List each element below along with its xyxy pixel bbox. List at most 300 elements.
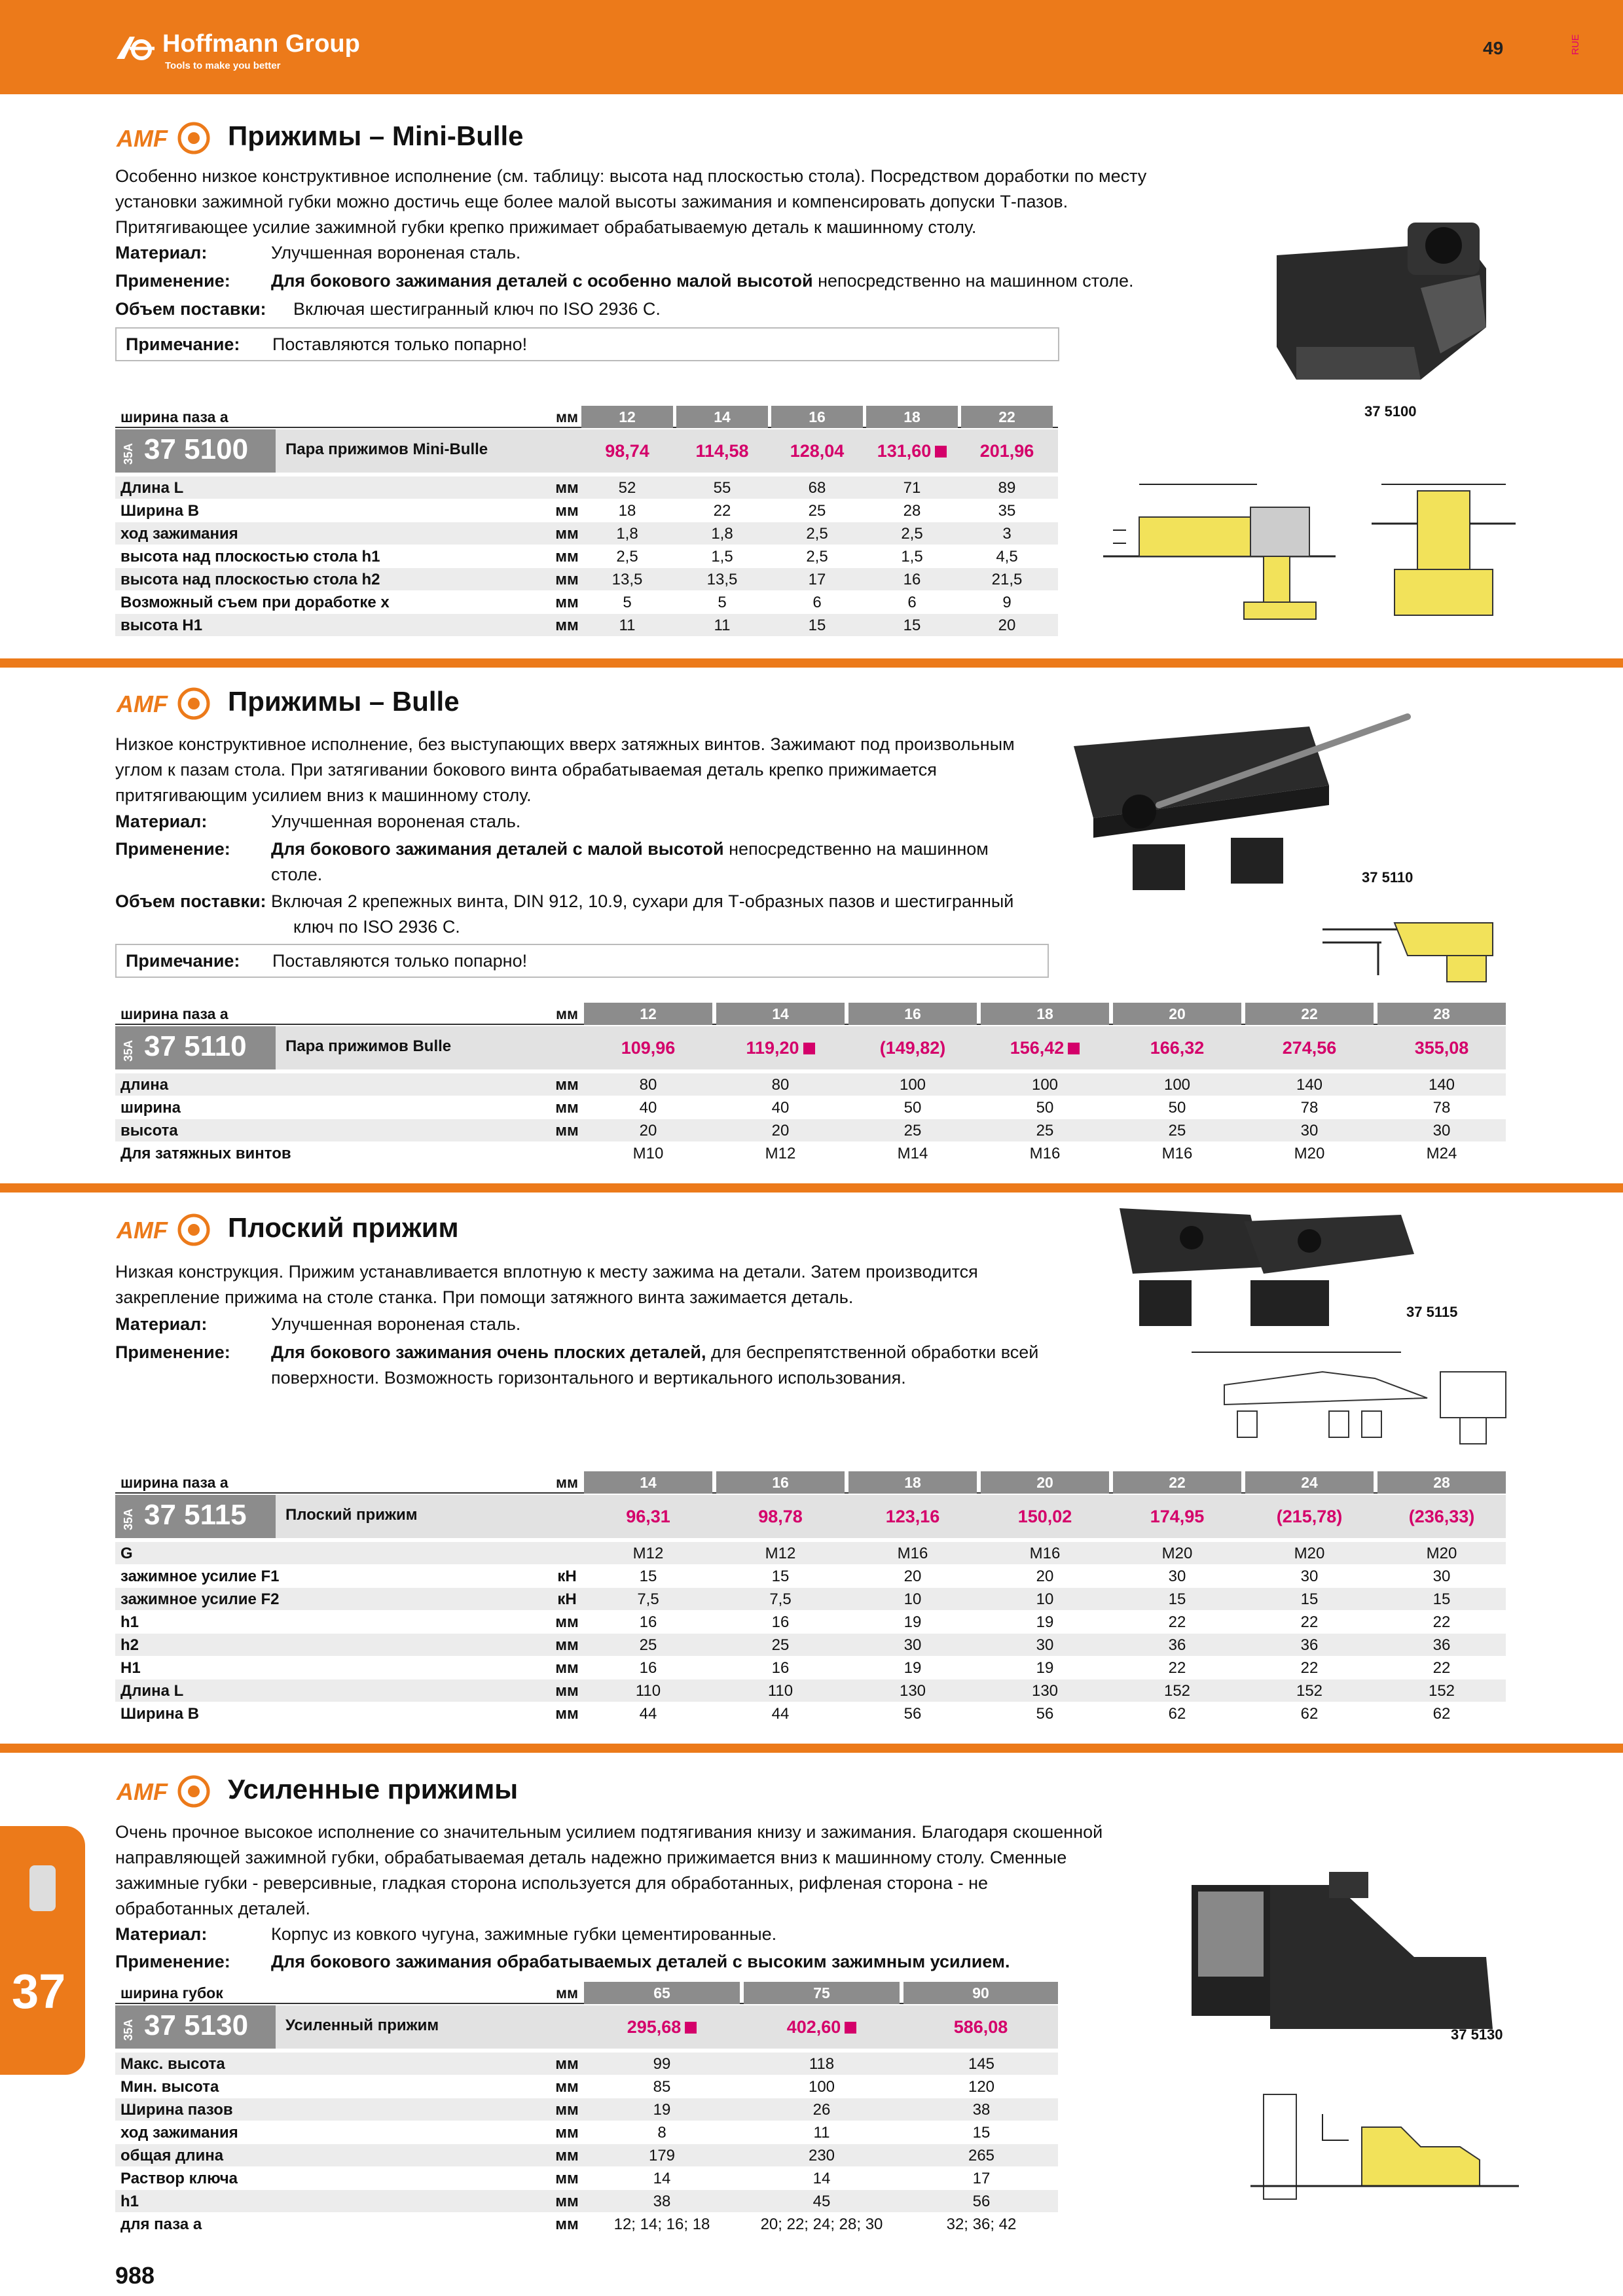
article-code-cell xyxy=(115,2005,276,2049)
price: 114,58 xyxy=(695,441,749,461)
table-cell: 16 xyxy=(903,571,921,588)
table-cell: 20 xyxy=(998,617,1016,634)
price: 274,56 xyxy=(1282,1038,1337,1058)
table-cell: 100 xyxy=(1031,1076,1059,1094)
application-bold: Для бокового зажимания деталей с малой высотой xyxy=(271,839,724,859)
table-cell: 36 xyxy=(1168,1636,1186,1654)
row-unit: кН xyxy=(557,1590,577,1608)
table-row xyxy=(115,1096,1506,1119)
application-rest: непосредственно на машинном столе. xyxy=(812,271,1134,291)
table-cell: 152 xyxy=(1428,1682,1455,1700)
mini-bulle-diagram-side xyxy=(1100,445,1349,628)
row-label: зажимное усилие F2 xyxy=(120,1590,280,1608)
svg-text:AMF: AMF xyxy=(117,691,168,717)
column-header: 16 xyxy=(716,1471,845,1494)
note-label: Примечание: xyxy=(126,334,240,354)
svg-text:AMF: AMF xyxy=(117,125,168,152)
table-cell: 44 xyxy=(771,1705,790,1723)
price: (215,78) xyxy=(1276,1507,1343,1526)
table-cell: 6 xyxy=(907,594,917,611)
table-row xyxy=(115,476,1058,499)
svg-text:AMF: AMF xyxy=(117,1217,168,1244)
table-cell: 78 xyxy=(1300,1099,1319,1117)
table-cell: 50 xyxy=(903,1099,922,1117)
application-label: Применение: xyxy=(115,1342,230,1362)
table-header xyxy=(115,1982,1058,2004)
table-cell: 21,5 xyxy=(991,571,1023,588)
row-unit: мм xyxy=(555,2101,579,2119)
price: (149,82) xyxy=(879,1038,946,1058)
row-label: Возможный съем при доработке x xyxy=(120,594,390,611)
column-header: 16 xyxy=(771,406,863,428)
row-unit: мм xyxy=(555,1659,579,1677)
article-description: Плоский прижим xyxy=(285,1506,418,1524)
table-cell: 30 xyxy=(1036,1636,1054,1654)
table-cell: M14 xyxy=(897,1145,928,1162)
article-prefix: 35A xyxy=(122,1508,135,1530)
page-number-bottom: 988 xyxy=(115,2262,155,2289)
price: 96,31 xyxy=(626,1507,670,1526)
article-row xyxy=(115,429,1058,473)
table-row xyxy=(115,499,1058,522)
header-unit: мм xyxy=(555,1474,579,1491)
price-cell xyxy=(744,2005,900,2049)
heavy-clamp-diagram xyxy=(1250,2088,1525,2206)
table-cell: M16 xyxy=(897,1545,928,1562)
table-cell: 71 xyxy=(903,479,921,497)
amf-logo-icon xyxy=(115,1774,213,1809)
table-cell: 30 xyxy=(1300,1122,1319,1139)
table-row xyxy=(115,2213,1058,2236)
mini-bulle-photo xyxy=(1270,216,1558,393)
table-row xyxy=(115,1634,1506,1657)
section-description: Низкая конструкция. Прижим устанавливается вплотную к месту зажима на детали. Затем производится закрепление прижима на столе станка. При помощи затяжного винта зажимается деталь. xyxy=(115,1262,978,1307)
price-cell xyxy=(584,2005,740,2049)
table-cell: 1,5 xyxy=(901,548,923,565)
column-header: 12 xyxy=(581,406,673,428)
article-number: 37 5100 xyxy=(144,433,249,465)
table-cell: 62 xyxy=(1300,1705,1319,1723)
row-label: для паза a xyxy=(120,2215,202,2233)
article-number: 37 5130 xyxy=(144,2009,249,2041)
price-cell xyxy=(1245,1026,1374,1069)
bulle-diagram xyxy=(1322,903,1519,988)
application-bold: Для бокового зажимания деталей с особенно малой высотой xyxy=(271,271,813,291)
table-cell: 30 xyxy=(1300,1568,1319,1585)
table-cell: 20; 22; 24; 28; 30 xyxy=(760,2215,883,2233)
page-number-top: 49 xyxy=(1483,38,1504,58)
article-description: Пара прижимов Mini-Bulle xyxy=(285,440,488,458)
table-cell: 8 xyxy=(657,2124,666,2142)
section-divider xyxy=(0,1183,1623,1193)
table-cell: 89 xyxy=(998,479,1016,497)
application-label: Применение: xyxy=(115,839,230,859)
article-row xyxy=(115,1495,1506,1538)
table-cell: 55 xyxy=(713,479,731,497)
column-header: 14 xyxy=(676,406,768,428)
table-row xyxy=(115,545,1058,568)
row-label: Для затяжных винтов xyxy=(120,1145,291,1162)
table-cell: 5 xyxy=(623,594,632,611)
price-cell xyxy=(866,429,958,473)
table-cell: 30 xyxy=(1168,1568,1186,1585)
table-cell: 11 xyxy=(813,2124,830,2142)
table-cell: 15 xyxy=(639,1568,657,1585)
section-divider xyxy=(0,1744,1623,1753)
price-cell xyxy=(903,2005,1058,2049)
table-cell: 26 xyxy=(812,2101,831,2119)
brand-tagline: Tools to make you better xyxy=(165,60,281,71)
table-cell: 22 xyxy=(1168,1613,1186,1631)
price: 98,78 xyxy=(758,1507,803,1526)
price: 98,74 xyxy=(605,441,649,461)
table-cell: 25 xyxy=(639,1636,657,1654)
table-row xyxy=(115,2075,1058,2098)
note-box xyxy=(115,327,1059,361)
table-cell: 80 xyxy=(639,1076,657,1094)
chapter-tab xyxy=(0,1826,85,2075)
table-row xyxy=(115,1565,1506,1588)
application-rest: непосредственно на машинном столе. xyxy=(271,839,989,884)
application-bold: Для бокового зажимания очень плоских деталей, xyxy=(271,1342,706,1362)
column-header: 16 xyxy=(848,1003,977,1025)
article-prefix: 35A xyxy=(122,1039,135,1062)
table-cell: M10 xyxy=(632,1145,664,1162)
table-cell: 25 xyxy=(808,502,826,520)
row-label: Макс. высота xyxy=(120,2055,225,2073)
table-cell: 25 xyxy=(1168,1122,1186,1139)
table-cell: 2,5 xyxy=(806,525,828,543)
table-cell: 100 xyxy=(899,1076,926,1094)
table-cell: 130 xyxy=(899,1682,926,1700)
table-cell: 22 xyxy=(713,502,731,520)
table-cell: 6 xyxy=(812,594,822,611)
row-label: Ширина пазов xyxy=(120,2101,233,2119)
table-cell: 16 xyxy=(639,1659,657,1677)
table-cell: 100 xyxy=(808,2078,835,2096)
stock-marker-icon xyxy=(803,1043,815,1054)
row-unit: мм xyxy=(555,2193,579,2210)
table-row xyxy=(115,1119,1506,1142)
price: 128,04 xyxy=(790,441,845,461)
table-cell: M20 xyxy=(1426,1545,1457,1562)
article-prefix: 35A xyxy=(122,2018,135,2041)
table-cell: 30 xyxy=(1432,1122,1451,1139)
table-row xyxy=(115,522,1058,545)
delivery-value: Включая шестигранный ключ по ISO 2936 C. xyxy=(293,299,661,319)
price-cell xyxy=(848,1495,977,1538)
note-label: Примечание: xyxy=(126,951,240,971)
price: 123,16 xyxy=(885,1507,940,1526)
page-header xyxy=(0,0,1623,94)
row-unit: мм xyxy=(555,502,579,520)
row-label: высота H1 xyxy=(120,617,203,634)
material-value: Улучшенная вороненая сталь. xyxy=(271,243,521,262)
table-row xyxy=(115,1588,1506,1611)
table-cell: 10 xyxy=(1036,1590,1054,1608)
table-cell: 9 xyxy=(1002,594,1012,611)
table-header xyxy=(115,1003,1506,1025)
row-unit: кН xyxy=(557,1568,577,1585)
stock-marker-icon xyxy=(935,446,947,457)
column-header: 20 xyxy=(1113,1003,1241,1025)
table-cell: 22 xyxy=(1300,1613,1319,1631)
article-number: 37 5110 xyxy=(144,1030,247,1062)
row-unit: мм xyxy=(555,525,579,543)
table-cell: 16 xyxy=(771,1659,790,1677)
price-cell xyxy=(1377,1026,1506,1069)
table-cell: 2,5 xyxy=(616,548,638,565)
table-cell: 44 xyxy=(639,1705,657,1723)
table-row xyxy=(115,2121,1058,2144)
table-cell: 11 xyxy=(714,617,731,634)
material-value: Улучшенная вороненая сталь. xyxy=(271,812,521,831)
price: 295,68 xyxy=(627,2017,682,2037)
price: 201,96 xyxy=(979,441,1034,461)
section-title-heavy-clamp: Усиленные прижимы xyxy=(228,1774,519,1804)
language-code: RUE xyxy=(1570,34,1581,55)
table-row xyxy=(115,1611,1506,1634)
row-label: h1 xyxy=(120,2193,139,2210)
note-value: Поставляются только попарно! xyxy=(272,334,528,354)
table-cell: 13,5 xyxy=(611,571,643,588)
flat-clamp-diagram xyxy=(1165,1326,1532,1470)
row-unit: мм xyxy=(555,1613,579,1631)
header-label: ширина паза a xyxy=(120,1005,228,1022)
price-cell xyxy=(676,429,768,473)
table-cell: 15 xyxy=(903,617,921,634)
table-cell: 20 xyxy=(639,1122,657,1139)
table-cell: 118 xyxy=(809,2055,835,2073)
column-header: 90 xyxy=(903,1982,1058,2004)
column-header: 12 xyxy=(584,1003,712,1025)
price-cell xyxy=(716,1495,845,1538)
table-cell: 14 xyxy=(653,2170,671,2187)
price: (236,33) xyxy=(1408,1507,1475,1526)
price-cell xyxy=(584,1026,712,1069)
section-title-bulle: Прижимы – Bulle xyxy=(228,686,460,717)
row-label: G xyxy=(120,1545,133,1562)
table-cell: 56 xyxy=(1036,1705,1054,1723)
section-description: Очень прочное высокое исполнение со значительным усилием подтягивания книзу и зажимания. Благодаря скошенной направляющей зажимной губки, обрабатываемая деталь надежно прижимается вниз к машинному столу. Сменные зажимные губки - реверсивные, гладкая сторона используется для обработанных, рифленая сторона - не обработанных деталей. xyxy=(115,1822,1103,1918)
table-cell: 56 xyxy=(972,2193,991,2210)
application-rest: для беспрепятственной обработки всей поверхности. Возможность горизонтального и вертикального использования. xyxy=(271,1342,1039,1388)
price-cell xyxy=(581,429,673,473)
table-cell: 36 xyxy=(1300,1636,1319,1654)
material-label: Материал: xyxy=(115,243,208,262)
brand-name: Hoffmann Group xyxy=(162,30,360,58)
table-cell: 17 xyxy=(808,571,826,588)
row-unit: мм xyxy=(555,1705,579,1723)
section-description: Особенно низкое конструктивное исполнение (см. таблицу: высота над плоскостью стола). Посредством доработки по месту установки зажимной губки можно достичь еще более малой высоты зажимания и компенсировать допуски Т-пазов. Притягивающее усилие зажимной губки крепко прижимает обрабатываемую деталь к машинному столу. xyxy=(115,166,1147,237)
table-cell: 1,8 xyxy=(711,525,733,543)
row-label: ход зажимания xyxy=(120,2124,238,2142)
row-unit: мм xyxy=(555,1682,579,1700)
row-unit: мм xyxy=(555,617,579,634)
table-cell: M16 xyxy=(1161,1145,1193,1162)
table-cell: 145 xyxy=(968,2055,995,2073)
table-cell: 13,5 xyxy=(706,571,738,588)
table-cell: 30 xyxy=(1432,1568,1451,1585)
table-cell: 52 xyxy=(618,479,636,497)
table-row xyxy=(115,1657,1506,1679)
row-label: длина xyxy=(120,1076,169,1094)
table-cell: 62 xyxy=(1432,1705,1451,1723)
column-header: 18 xyxy=(866,406,958,428)
table-cell: 140 xyxy=(1296,1076,1323,1094)
table-cell: 15 xyxy=(808,617,826,634)
photo-label: 37 5110 xyxy=(1362,869,1413,886)
table-cell: 32; 36; 42 xyxy=(946,2215,1017,2233)
table-cell: 85 xyxy=(653,2078,671,2096)
table-cell: 22 xyxy=(1300,1659,1319,1677)
application-label: Применение: xyxy=(115,1952,230,1971)
material-label: Материал: xyxy=(115,812,208,831)
photo-label: 37 5115 xyxy=(1406,1304,1458,1320)
table-cell: 50 xyxy=(1168,1099,1186,1117)
table-cell: 15 xyxy=(972,2124,991,2142)
column-header: 22 xyxy=(961,406,1053,428)
amf-logo-icon xyxy=(115,1212,213,1247)
row-unit: мм xyxy=(555,1099,579,1117)
section-description: Низкое конструктивное исполнение, без выступающих вверх затяжных винтов. Зажимают под произвольным углом к пазам стола. При затягивании бокового винта обрабатываемая деталь крепко прижимается притягивающим усилием вниз к машинному столу. xyxy=(115,734,1015,805)
table-cell: M16 xyxy=(1029,1145,1061,1162)
table-cell: 19 xyxy=(1036,1659,1054,1677)
table-row xyxy=(115,1073,1506,1096)
table-cell: 35 xyxy=(998,502,1016,520)
price-cell xyxy=(584,1495,712,1538)
table-cell: 179 xyxy=(648,2147,676,2164)
svg-text:AMF: AMF xyxy=(117,1778,168,1805)
table-cell: 18 xyxy=(618,502,636,520)
table-cell: 20 xyxy=(1036,1568,1054,1585)
price: 586,08 xyxy=(953,2017,1008,2037)
section-divider xyxy=(0,658,1623,668)
section-title-flat-clamp: Плоский прижим xyxy=(228,1212,459,1243)
article-prefix: 35A xyxy=(122,442,135,465)
table-cell: M12 xyxy=(632,1545,664,1562)
table-row xyxy=(115,2053,1058,2075)
table-cell: 230 xyxy=(808,2147,835,2164)
table-row xyxy=(115,591,1058,614)
table-cell: 50 xyxy=(1036,1099,1054,1117)
row-label: h2 xyxy=(120,1636,139,1654)
material-label: Материал: xyxy=(115,1314,208,1334)
table-cell: 22 xyxy=(1432,1659,1451,1677)
row-unit: мм xyxy=(555,571,579,588)
stock-marker-icon xyxy=(1068,1043,1080,1054)
row-unit: мм xyxy=(555,2078,579,2096)
table-cell: 80 xyxy=(771,1076,790,1094)
table-cell: 100 xyxy=(1163,1076,1191,1094)
table-cell: 19 xyxy=(653,2101,671,2119)
row-unit: мм xyxy=(555,1076,579,1094)
row-unit: мм xyxy=(555,2055,579,2073)
row-label: Ширина B xyxy=(120,502,200,520)
table-cell: 62 xyxy=(1168,1705,1186,1723)
delivery-label: Объем поставки: xyxy=(115,299,266,319)
table-cell: 38 xyxy=(972,2101,991,2119)
table-cell: 68 xyxy=(808,479,826,497)
table-cell: 40 xyxy=(639,1099,657,1117)
row-unit: мм xyxy=(555,594,579,611)
table-cell: 2,5 xyxy=(901,525,923,543)
price-cell xyxy=(961,429,1053,473)
price: 355,08 xyxy=(1414,1038,1469,1058)
mini-bulle-diagram-front xyxy=(1368,445,1519,628)
row-label: ход зажимания xyxy=(120,525,238,543)
table-cell: 30 xyxy=(903,1636,922,1654)
row-label: h1 xyxy=(120,1613,139,1631)
stock-marker-icon xyxy=(845,2022,856,2034)
delivery-label: Объем поставки: xyxy=(115,891,266,911)
table-cell: M12 xyxy=(765,1545,796,1562)
table-cell: 265 xyxy=(968,2147,995,2164)
header-label: ширина губок xyxy=(120,1984,223,2001)
column-header: 28 xyxy=(1377,1003,1506,1025)
row-unit: мм xyxy=(555,1122,579,1139)
table-cell: 19 xyxy=(903,1613,922,1631)
price: 402,60 xyxy=(786,2017,841,2037)
price-cell xyxy=(771,429,863,473)
row-label: ширина xyxy=(120,1099,181,1117)
table-cell: 25 xyxy=(1036,1122,1054,1139)
table-cell: 19 xyxy=(903,1659,922,1677)
column-header: 20 xyxy=(981,1471,1109,1494)
price: 150,02 xyxy=(1017,1507,1072,1526)
article-number: 37 5115 xyxy=(144,1499,247,1531)
heavy-clamp-photo xyxy=(1178,1859,1519,2049)
table-cell: 16 xyxy=(771,1613,790,1631)
row-unit: мм xyxy=(555,2215,579,2233)
table-cell: 99 xyxy=(653,2055,671,2073)
table-cell: 11 xyxy=(619,617,636,634)
note-value: Поставляются только попарно! xyxy=(272,951,528,971)
price-cell xyxy=(848,1026,977,1069)
row-unit: мм xyxy=(555,2170,579,2187)
table-cell: 5 xyxy=(718,594,727,611)
table-cell: M20 xyxy=(1161,1545,1193,1562)
material-value: Улучшенная вороненая сталь. xyxy=(271,1314,521,1334)
price: 119,20 xyxy=(746,1038,799,1058)
column-header: 28 xyxy=(1377,1471,1506,1494)
article-code-cell xyxy=(115,429,276,473)
table-row xyxy=(115,1142,1506,1165)
row-label: Длина L xyxy=(120,479,184,497)
table-cell: M20 xyxy=(1294,1545,1325,1562)
row-label: Длина L xyxy=(120,1682,184,1700)
table-cell: 38 xyxy=(653,2193,671,2210)
price: 109,96 xyxy=(621,1038,676,1058)
table-cell: M16 xyxy=(1029,1545,1061,1562)
amf-logo-icon xyxy=(115,686,213,721)
table-cell: 12; 14; 16; 18 xyxy=(613,2215,710,2233)
header-label: ширина паза a xyxy=(120,1474,228,1491)
table-cell: 16 xyxy=(639,1613,657,1631)
chapter-number: 37 xyxy=(12,1964,66,2018)
row-label: высота над плоскостью стола h2 xyxy=(120,571,380,588)
table-cell: 110 xyxy=(767,1682,793,1700)
table-header xyxy=(115,406,1058,428)
table-cell: 25 xyxy=(903,1122,922,1139)
price-cell xyxy=(1113,1026,1241,1069)
row-label: Раствор ключа xyxy=(120,2170,238,2187)
column-header: 65 xyxy=(584,1982,740,2004)
column-header: 75 xyxy=(744,1982,900,2004)
row-label: Мин. высота xyxy=(120,2078,219,2096)
price-cell xyxy=(716,1026,845,1069)
row-unit: мм xyxy=(555,2124,579,2142)
